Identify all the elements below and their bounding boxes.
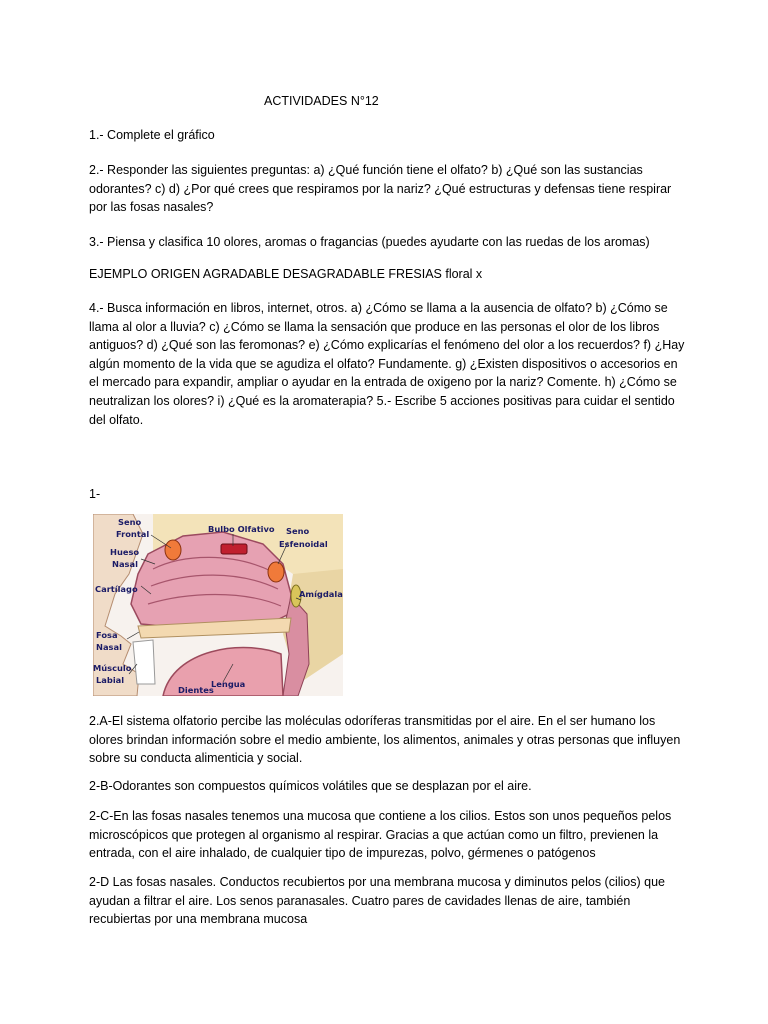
label-musculo-labial-2: Labial (96, 675, 125, 685)
label-seno-esfenoidal-1: Seno (286, 526, 310, 536)
sphenoid-sinus-shape (268, 562, 284, 582)
frontal-sinus-shape (165, 540, 181, 560)
nasal-anatomy-diagram (93, 514, 343, 696)
label-bulbo-olfativo: Bulbo Olfativo (208, 524, 275, 534)
activity-3: 3.- Piensa y clasifica 10 olores, aromas o fragancias (puedes ayudarte con las ruedas de los aromas) (89, 235, 650, 249)
section-label: 1- (89, 487, 101, 501)
label-cartilago: Cartílago (95, 584, 138, 594)
olfactory-bulb-shape (221, 544, 247, 554)
label-hueso-nasal-1: Hueso (110, 547, 140, 557)
activity-2: 2.- Responder las siguientes preguntas: a) ¿Qué función tiene el olfato? b) ¿Qué son las sustancias odorantes? c) d) ¿Por qué crees que respiramos por la nariz? ¿Qué estructuras y defensas tiene respirar por las fosas nasales? (89, 163, 672, 215)
answer-2b: 2-B-Odorantes son compuestos químicos volátiles que se desplazan por el aire. (89, 779, 532, 793)
label-seno-esfenoidal-2: Esfenoidal (279, 539, 328, 549)
label-seno-frontal-2: Frontal (116, 529, 150, 539)
label-amigdala: Amígdala (299, 589, 343, 599)
teeth (133, 640, 155, 684)
label-musculo-labial-1: Músculo (93, 663, 132, 673)
label-dientes: Dientes (178, 685, 214, 695)
activity-1: 1.- Complete el gráfico (89, 128, 215, 142)
label-hueso-nasal-2: Nasal (112, 559, 138, 569)
label-lengua: Lengua (211, 679, 246, 689)
label-seno-frontal-1: Seno (118, 517, 142, 527)
label-fosa-nasal-2: Nasal (96, 642, 122, 652)
activity-4: 4.- Busca información en libros, internet, otros. a) ¿Cómo se llama a la ausencia de olfato? b) ¿Cómo se llama al olor a lluvia? c) ¿Cómo se llama la sensación que produce en las personas el olor de los libros antiguos? d) ¿Qué son las feromonas? e) ¿Cómo explicarías el fenómeno del olor a los recuerdos? f) ¿Hay algún momento de la vida que se agudiza el olfato? Fundamente. g) ¿Existen dispositivos o accesorios en el mercado para expandir, ampliar o ayudar en la entrada de oxigeno por la nariz? Comente. h) ¿Cómo se neutralizan los olores? i) ¿Qué es la aromaterapia? 5.- Escribe 5 acciones positivas para cuidar el sentido del olfato. (89, 301, 685, 427)
answer-2d: 2-D Las fosas nasales. Conductos recubiertos por una membrana mucosa y diminutos pelos (cilios) que ayudan a filtrar el aire. Los senos paranasales. Cuatro pares de cavidades llenas de aire, también recubiertas por una membrana mucosa (89, 875, 665, 927)
label-fosa-nasal-1: Fosa (96, 630, 118, 640)
answer-2c: 2-C-En las fosas nasales tenemos una mucosa que contiene a los cilios. Estos son unos pequeños pelos microscópicos que protegen al organismo al respirar. Gracias a que actúan como un filtro, previenen la entrada, con el aire inhalado, de cualquier tipo de impurezas, polvo, gérmenes o patógenos (89, 809, 672, 861)
answer-2a: 2.A-El sistema olfatorio percibe las moléculas odoríferas transmitidas por el aire. En el ser humano los olores brindan información sobre el medio ambiente, los alimentos, animales y otras personas que influyen sobre su conducta alimenticia y social. (89, 714, 681, 766)
example-line: EJEMPLO ORIGEN AGRADABLE DESAGRADABLE FRESIAS floral x (89, 267, 483, 281)
page-title: ACTIVIDADES N°12 (264, 94, 379, 108)
